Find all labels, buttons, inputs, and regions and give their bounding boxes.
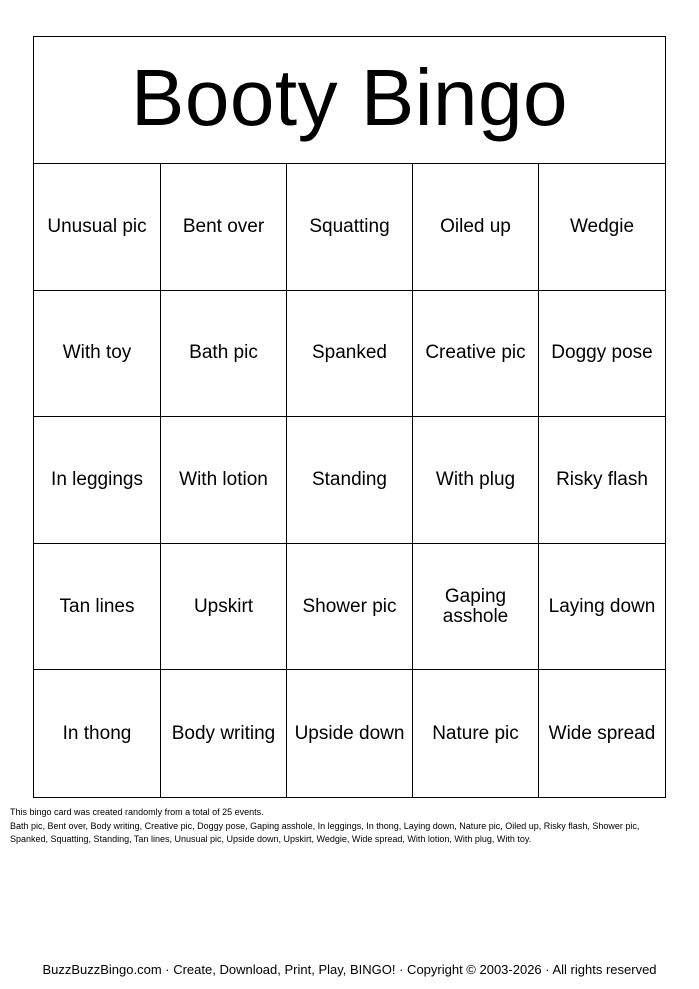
- event-list-note: [10, 806, 680, 847]
- bingo-cell[interactable]: In thong: [34, 670, 161, 797]
- bingo-cell[interactable]: In leggings: [34, 417, 161, 544]
- bingo-grid: [34, 164, 665, 797]
- bingo-cell[interactable]: Squatting: [287, 164, 413, 291]
- bingo-cell[interactable]: Laying down: [539, 544, 665, 671]
- bingo-cell[interactable]: Body writing: [161, 670, 287, 797]
- bingo-cell[interactable]: Tan lines: [34, 544, 161, 671]
- bingo-cell[interactable]: With plug: [413, 417, 539, 544]
- bingo-cell[interactable]: Upskirt: [161, 544, 287, 671]
- footer-copyright: BuzzBuzzBingo.com · Create, Download, Print, Play, BINGO! · Copyright © 2003-2026 · All rights reserved: [42, 962, 657, 977]
- bingo-cell[interactable]: Wide spread: [548, 722, 656, 744]
- note-events-line: Spanked, Squatting, Standing, Tan lines, Unusual pic, Upside down, Upskirt, Wedgie, Wide spread, With lotion, With plug, With toy.: [10, 834, 532, 844]
- card-title: Booty Bingo: [131, 53, 568, 142]
- bingo-cell[interactable]: Nature pic: [413, 670, 539, 797]
- bingo-cell[interactable]: Standing: [287, 417, 413, 544]
- bingo-cell[interactable]: Creative pic: [413, 291, 539, 418]
- bingo-cell[interactable]: Bent over: [161, 164, 287, 291]
- bingo-cell[interactable]: Upside down: [287, 670, 413, 797]
- note-events-line: Bath pic, Bent over, Body writing, Creative pic, Doggy pose, Gaping asshole, In leggings, In thong, Laying down, Nature pic, Oiled up, Risky flash, Shower pic,: [10, 820, 640, 831]
- bingo-cell[interactable]: Risky flash: [539, 417, 665, 544]
- bingo-cell[interactable]: Bath pic: [161, 291, 287, 418]
- note-summary: This bingo card was created randomly from a total of 25 events.: [10, 807, 264, 817]
- bingo-cell[interactable]: Unusual pic: [34, 164, 161, 291]
- bingo-cell[interactable]: With toy: [34, 291, 161, 418]
- bingo-card: [33, 36, 666, 798]
- bingo-cell[interactable]: Wedgie: [539, 164, 665, 291]
- bingo-cell[interactable]: With lotion: [161, 417, 287, 544]
- bingo-cell[interactable]: Doggy pose: [539, 291, 665, 418]
- title-row: [34, 37, 665, 164]
- bingo-cell[interactable]: Shower pic: [287, 544, 413, 671]
- bingo-cell[interactable]: Oiled up: [413, 164, 539, 291]
- bingo-cell[interactable]: Spanked: [287, 291, 413, 418]
- bingo-cell[interactable]: Gaping asshole: [413, 544, 539, 671]
